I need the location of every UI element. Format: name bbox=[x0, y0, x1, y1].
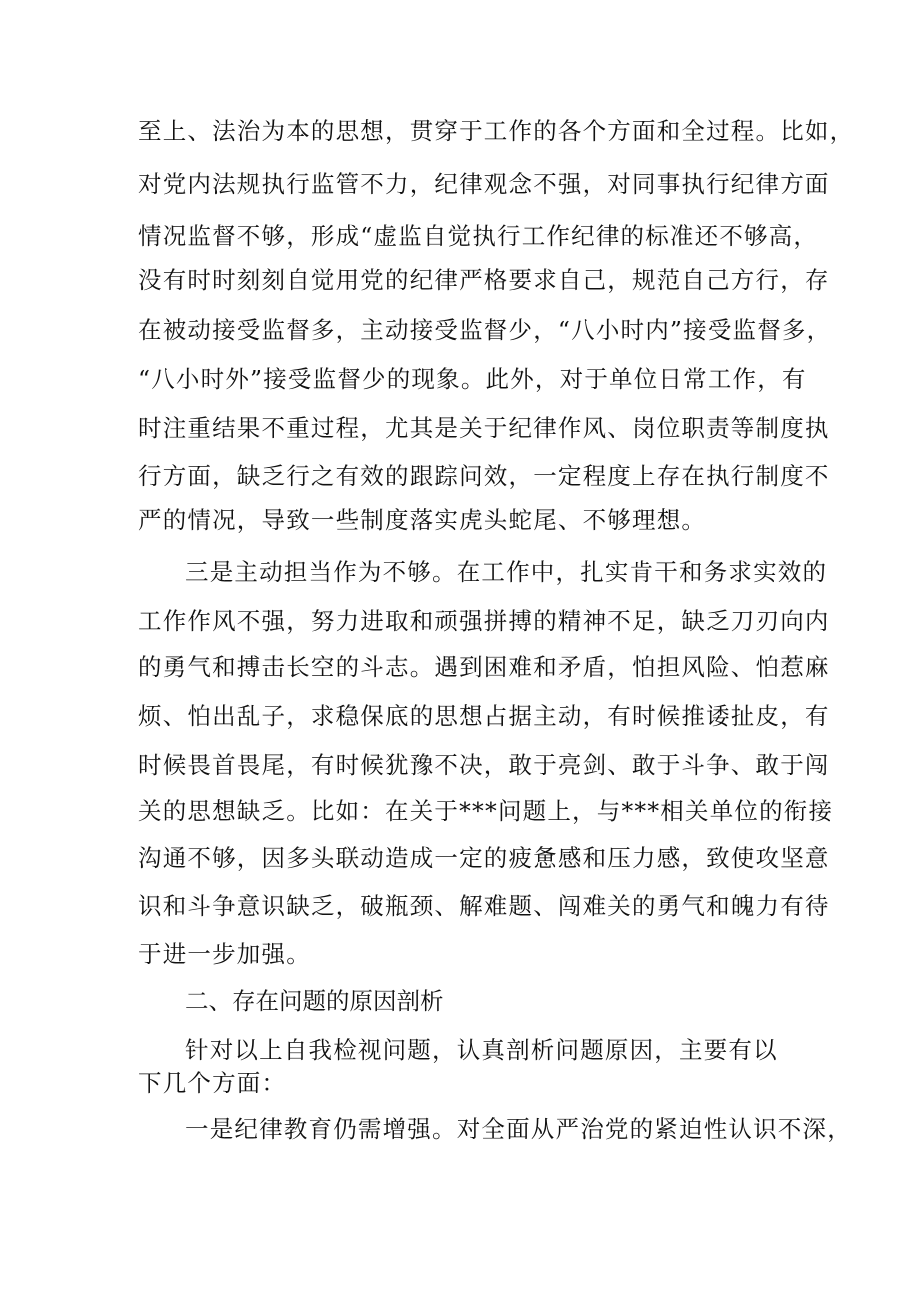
paragraph-first-line: 针对以上自我检视问题，认真剖析问题原因，主要有以 bbox=[185, 1036, 778, 1064]
paragraph-first-line: 三是主动担当作为不够。在工作中，扎实肯干和务求实效的 bbox=[185, 558, 828, 586]
paragraph-first-line: 一是纪律教育仍需增强。对全面从严治党的紧迫性认识不深， bbox=[185, 1115, 852, 1143]
paragraph-line: 没有时时刻刻自觉用党的纪律严格要求自己，规范自己方行，存 bbox=[138, 266, 830, 294]
paragraph-line: 情况监督不够，形成“虚监自觉执行工作纪律的标准还不够高， bbox=[138, 222, 819, 250]
paragraph-line: 至上、法治为本的思想，贯穿于工作的各个方面和全过程。比如， bbox=[138, 117, 855, 145]
paragraph-line: 工作作风不强，努力进取和顽强拼搏的精神不足，缺乏刀刃向内 bbox=[138, 607, 830, 635]
paragraph-line: 识和斗争意识缺乏，破瓶颈、解难题、闯难关的勇气和魄力有待 bbox=[138, 892, 830, 920]
paragraph-line: 时候畏首畏尾，有时候犹豫不决，敢于亮剑、敢于斗争、敢于闯 bbox=[138, 751, 830, 779]
paragraph-line: 时注重结果不重过程，尤其是关于纪律作风、岗位职责等制度执 bbox=[138, 414, 830, 442]
paragraph-line: 行方面，缺乏行之有效的跟踪问效，一定程度上存在执行制度不 bbox=[138, 462, 830, 490]
paragraph-line: “八小时外”接受监督少的现象。此外，对于单位日常工作，有 bbox=[138, 365, 807, 393]
paragraph-line: 在被动接受监督多，主动接受监督少，“八小时内”接受监督多， bbox=[138, 316, 832, 344]
section-heading: 二、存在问题的原因剖析 bbox=[185, 987, 444, 1015]
paragraph-line: 的勇气和搏击长空的斗志。遇到困难和矛盾，怕担风险、怕惹麻 bbox=[138, 653, 830, 681]
paragraph-line: 关的思想缺乏。比如：在关于***问题上，与***相关单位的衔接 bbox=[138, 797, 834, 825]
paragraph-line: 严的情况，导致一些制度落实虎头蛇尾、不够理想。 bbox=[138, 506, 707, 534]
paragraph-line: 沟通不够，因多头联动造成一定的疲惫感和压力感，致使攻坚意 bbox=[138, 844, 830, 872]
paragraph-line: 于进一步加强。 bbox=[138, 940, 311, 968]
paragraph-line: 下几个方面： bbox=[138, 1069, 287, 1097]
paragraph-line: 对党内法规执行监管不力，纪律观念不强，对同事执行纪律方面 bbox=[138, 170, 830, 198]
paragraph-line: 烦、怕出乱子，求稳保底的思想占据主动，有时候推诿扯皮，有 bbox=[138, 702, 830, 730]
